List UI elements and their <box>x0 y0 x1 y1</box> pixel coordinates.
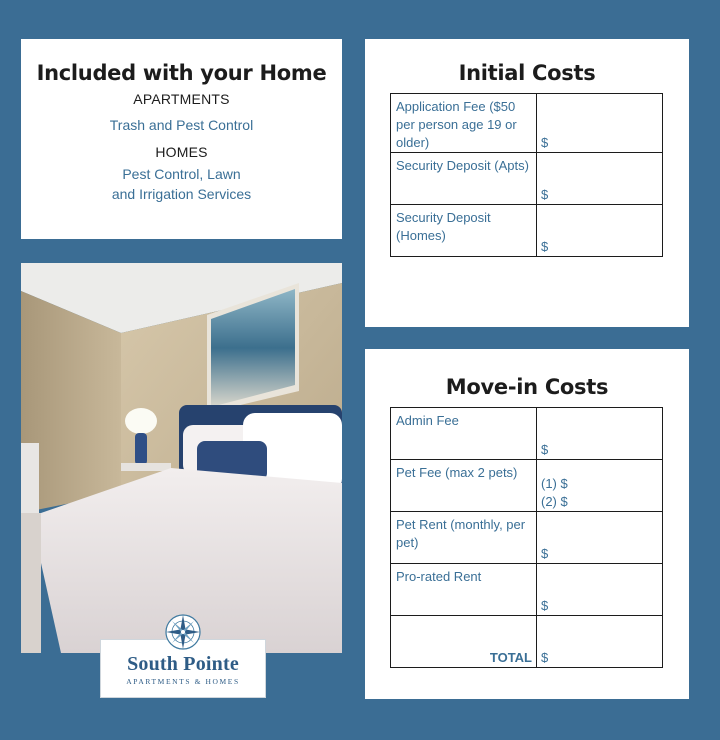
pet-fee-value-1: (1) $ <box>541 476 568 491</box>
movein-costs-table <box>390 407 663 668</box>
admin-fee-dollar: $ <box>541 442 549 457</box>
security-deposit-homes-dollar: $ <box>541 239 549 254</box>
pet-rent-dollar: $ <box>541 546 549 561</box>
logo-name: South Pointe <box>127 653 239 675</box>
total-value[interactable] <box>537 616 663 668</box>
movein-costs-card <box>365 349 689 699</box>
security-deposit-homes-label: Security Deposit (Homes) <box>391 205 537 257</box>
pet-fee-label: Pet Fee (max 2 pets) <box>391 460 537 512</box>
table-row <box>391 616 663 668</box>
prorated-rent-label: Pro-rated Rent <box>391 564 537 616</box>
initial-costs-table <box>390 93 663 257</box>
included-card <box>21 39 342 239</box>
compass-rose-icon <box>164 613 202 651</box>
initial-costs-card <box>365 39 689 327</box>
table-row <box>391 153 663 205</box>
table-row <box>391 564 663 616</box>
table-row <box>391 460 663 512</box>
security-deposit-apts-value[interactable] <box>537 153 663 205</box>
apartments-services: Trash and Pest Control <box>109 117 254 133</box>
admin-fee-label: Admin Fee <box>391 408 537 460</box>
total-dollar: $ <box>541 650 549 665</box>
security-deposit-apts-label: Security Deposit (Apts) <box>391 153 537 205</box>
prorated-rent-value[interactable] <box>537 564 663 616</box>
table-row <box>391 512 663 564</box>
pet-rent-value[interactable] <box>537 512 663 564</box>
table-row <box>391 205 663 257</box>
homes-services-line1: Pest Control, Lawn <box>122 166 241 182</box>
logo-tagline: APARTMENTS & HOMES <box>126 677 240 686</box>
table-row <box>391 94 663 153</box>
prorated-rent-dollar: $ <box>541 598 549 613</box>
initial-costs-title: Initial Costs <box>458 61 596 85</box>
homes-label: HOMES <box>155 144 208 160</box>
security-deposit-homes-value[interactable] <box>537 205 663 257</box>
included-title: Included with your Home <box>36 61 327 85</box>
total-label: TOTAL <box>391 616 537 668</box>
pet-fee-value-2: (2) $ <box>541 494 568 509</box>
security-deposit-apts-dollar: $ <box>541 187 549 202</box>
pet-rent-label: Pet Rent (monthly, per pet) <box>391 512 537 564</box>
apartments-label: APARTMENTS <box>133 91 230 107</box>
pet-fee-value[interactable] <box>537 460 663 512</box>
homes-services-line2: and Irrigation Services <box>111 186 252 202</box>
movein-costs-title: Move-in Costs <box>445 375 609 399</box>
application-fee-label: Application Fee ($50 per person age 19 or older) <box>391 94 537 153</box>
bedroom-photo <box>21 263 342 653</box>
admin-fee-value[interactable] <box>537 408 663 460</box>
application-fee-dollar: $ <box>541 135 549 150</box>
table-row <box>391 408 663 460</box>
application-fee-value[interactable] <box>537 94 663 153</box>
